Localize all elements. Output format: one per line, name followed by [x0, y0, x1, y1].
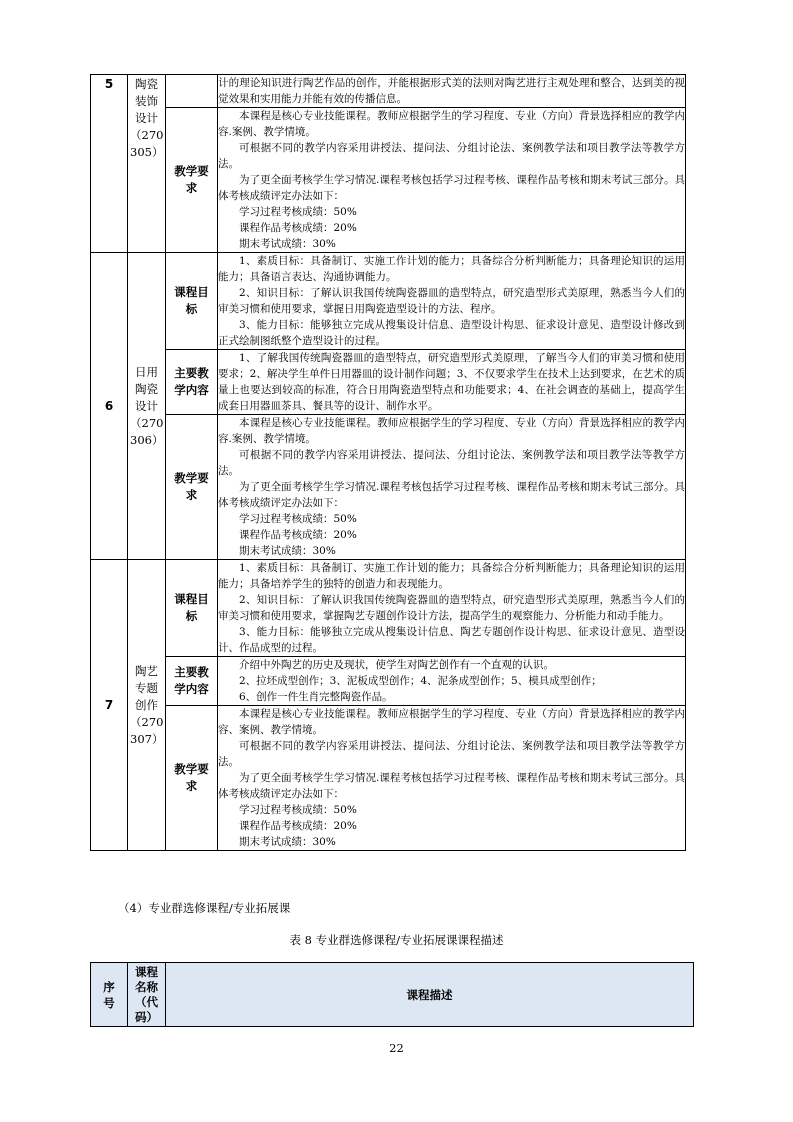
header-line: 号 [103, 995, 115, 1010]
teaching-requirements-text [218, 706, 686, 851]
label-line: 求 [185, 181, 198, 195]
paragraph: 1、素质目标：具备制订、实施工作计划的能力；具备综合分析判断能力；具备理论知识的运用能力；具备培养学生的独特的创造力和表现能力。 [218, 562, 685, 590]
header-line: 序 [103, 979, 115, 994]
course-name-lines [128, 364, 165, 449]
label-course-goals [166, 560, 218, 657]
row-number: 5 [91, 75, 128, 253]
table-row [91, 560, 686, 657]
paragraph: 3、能力目标：能够独立完成从搜集设计信息、陶艺专题创作设计构思、征求设计意见、造型设计、作品成型的过程。 [218, 626, 685, 654]
table-row [91, 415, 686, 560]
table-row [91, 253, 686, 350]
paragraph: 学习过程考核成绩：50% [239, 206, 357, 218]
label-teaching-requirements [166, 706, 218, 851]
label-line: 学内容 [174, 383, 209, 397]
header-line: 课程 [135, 964, 158, 979]
paragraph: 可根据不同的教学内容采用讲授法、提问法、分组讨论法、案例教学法和项目教学法等教学方法。 [218, 449, 685, 477]
paragraph: 3、能力目标：能够独立完成从搜集设计信息、造型设计构思、征求设计意见、造型设计修改到正式绘制图纸整个造型设计的过程。 [218, 319, 685, 347]
label-main-content [166, 350, 218, 415]
label-line: 求 [185, 779, 198, 793]
label-line: 求 [185, 488, 198, 502]
paragraph: 课程作品考核成绩：20% [239, 529, 357, 541]
row-number: 6 [91, 253, 128, 560]
paragraph: 为了更全面考核学生学习情况.课程考核包括学习过程考核、课程作品考核和期末考试三部分。具体考核成绩评定办法如下： [218, 481, 685, 509]
cell-label-empty [166, 75, 218, 108]
paragraph: 学习过程考核成绩：50% [239, 513, 357, 525]
paragraph: 本课程是核心专业技能课程。教师应根据学生的学习程度、专业（方向）背景选择相应的教学内容、案例、教学情境。 [218, 708, 685, 736]
course-name [128, 253, 166, 560]
label-line: 主要教 [174, 366, 209, 380]
course-name-line: 305） [130, 145, 164, 159]
teaching-requirements-text [218, 415, 686, 560]
paragraph: 学习过程考核成绩：50% [239, 804, 357, 816]
label-line: 标 [185, 302, 198, 316]
label-main-content [166, 657, 218, 706]
course-name-line: 日用 [135, 364, 158, 379]
header-number [91, 963, 128, 1027]
table-header-row [91, 963, 694, 1027]
course-name-line: 设计 [135, 111, 158, 125]
course-goals-text [218, 560, 686, 657]
paragraph: 为了更全面考核学生学习情况.课程考核包括学习过程考核、课程作品考核和期末考试三部分。具体考核成绩评定办法如下： [218, 772, 685, 800]
paragraph: 期末考试成绩：30% [239, 545, 336, 557]
course-goals-text [218, 253, 686, 350]
course-name-line: 307） [130, 731, 164, 746]
paragraph: 2、知识目标：了解认识我国传统陶瓷器皿的造型特点，研究造型形式美原理，熟悉当今人们的审美习惯和使用要求，掌握陶艺专题创作设计方法，提高学生的观察能力、分析能力和动手能力。 [218, 594, 685, 622]
label-line: 学内容 [174, 682, 209, 696]
table-8-header [90, 962, 694, 1027]
label-line: 课程目 [174, 285, 209, 299]
teaching-requirements-text [218, 108, 686, 253]
label-teaching-requirements [166, 108, 218, 253]
main-content-text [218, 350, 686, 415]
paragraph: 计的理论知识进行陶艺作品的创作，并能根据形式美的法则对陶艺进行主观处理和整合，达到美的视觉效果和实用能力并能有效的传播信息。 [218, 77, 685, 105]
table-caption: 表 8 专业群选修课程/专业拓展课课程描述 [289, 933, 504, 947]
label-line: 教学要 [174, 471, 209, 485]
table-row [91, 108, 686, 253]
label-line: 教学要 [174, 164, 209, 178]
paragraph: 2、知识目标：了解认识我国传统陶瓷器皿的造型特点，研究造型形式美原理，熟悉当今人们的审美习惯和使用要求，掌握日用陶瓷造型设计的方法、程序。 [218, 287, 685, 315]
paragraph: 介绍中外陶艺的历史及现状，使学生对陶艺创作有一个直观的认识。 [239, 659, 554, 671]
table-row [91, 75, 686, 108]
course-name-line: 陶瓷 [135, 381, 158, 396]
course-name-line: 设计 [135, 398, 158, 413]
paragraph: 1、素质目标：具备制订、实施工作计划的能力；具备综合分析判断能力；具备理论知识的运用能力；具备语言表达、沟通协调能力。 [218, 255, 685, 283]
label-course-goals [166, 253, 218, 350]
course-name-lines [128, 663, 165, 748]
paragraph: 课程作品考核成绩：20% [239, 222, 357, 234]
paragraph: 6、创作一件生肖完整陶瓷作品。 [239, 691, 393, 703]
header-line: 码） [135, 1009, 158, 1024]
table-row [91, 657, 686, 706]
course-name [128, 560, 166, 851]
course-name-lines [128, 76, 165, 161]
course-name-line: 装饰 [135, 94, 158, 108]
section-heading: （4）专业群选修课程/专业拓展课 [118, 901, 291, 915]
paragraph: 为了更全面考核学生学习情况.课程考核包括学习过程考核、课程作品考核和期末考试三部分。具体考核成绩评定办法如下： [218, 174, 685, 202]
row-number: 7 [91, 560, 128, 851]
paragraph: 本课程是核心专业技能课程。教师应根据学生的学习程度、专业（方向）背景选择相应的教学内容.案例、教学情境。 [218, 110, 685, 138]
paragraph: 期末考试成绩：30% [239, 836, 336, 848]
paragraph: 课程作品考核成绩：20% [239, 820, 357, 832]
main-content-text [218, 657, 686, 706]
course-name-line: 306） [130, 432, 164, 447]
label-teaching-requirements [166, 415, 218, 560]
course-name-line: （270 [130, 714, 164, 729]
course-name-line: 专题 [135, 680, 158, 695]
header-course-name [128, 963, 166, 1027]
course-table [90, 74, 686, 851]
label-line: 教学要 [174, 762, 209, 776]
table-row [91, 706, 686, 851]
header-course-description: 课程描述 [166, 963, 694, 1027]
label-line: 课程目 [174, 592, 209, 606]
paragraph: 1、了解我国传统陶瓷器皿的造型特点，研究造型形式美原理，了解当今人们的审美习惯和使用要求；2、解决学生单件日用器皿的设计制作问题；3、不仅要求学生在技术上达到要求，在艺术的质量上也要达到较高的标准，符合日用陶瓷造型特点和功能要求；4、在社会调查的基础上，提高学生成套日用器皿茶具、餐具等的设计、制作水平。 [218, 352, 685, 412]
course-name-line: （270 [130, 415, 164, 430]
paragraph: 本课程是核心专业技能课程。教师应根据学生的学习程度、专业（方向）背景选择相应的教学内容.案例、教学情境。 [218, 417, 685, 445]
course-name-line: 创作 [135, 697, 158, 712]
cell-content-continued [218, 75, 686, 108]
paragraph: 2、拉坯成型创作；3、泥板成型创作；4、泥条成型创作；5、模具成型创作； [239, 675, 602, 687]
paragraph: 可根据不同的教学内容采用讲授法、提问法、分组讨论法、案例教学法和项目教学法等教学方法。 [218, 740, 685, 768]
paragraph: 期末考试成绩：30% [239, 238, 336, 250]
label-line: 主要教 [174, 665, 209, 679]
header-line: （代 [135, 994, 158, 1009]
table-row [91, 350, 686, 415]
label-line: 标 [185, 609, 198, 623]
course-name [128, 75, 166, 253]
page-number: 22 [389, 1041, 404, 1055]
course-name-line: 陶艺 [135, 663, 158, 678]
course-name-line: 陶瓷 [135, 77, 158, 91]
paragraph: 可根据不同的教学内容采用讲授法、提问法、分组讨论法、案例教学法和项目教学法等教学方法。 [218, 142, 685, 170]
course-name-line: （270 [130, 128, 164, 142]
header-line: 名称 [135, 979, 158, 994]
